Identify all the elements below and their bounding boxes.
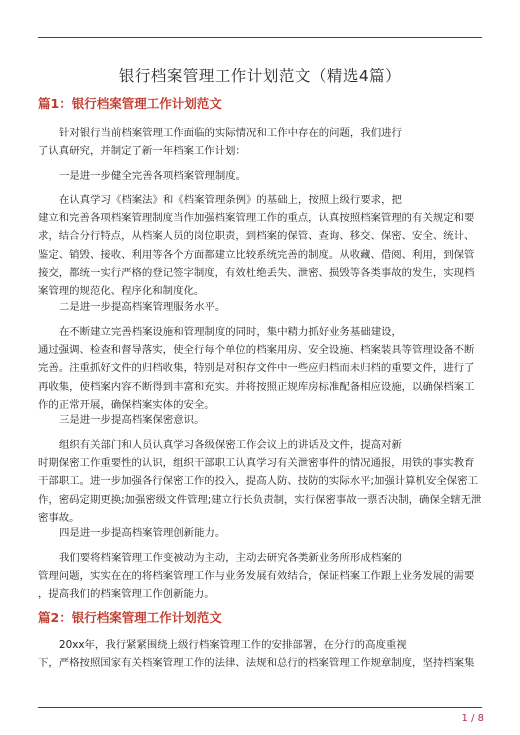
paragraph (38, 298, 478, 316)
text-line: 三是进一步提高档案保密意识。 (59, 414, 205, 426)
text-line: 求，结合分行特点，从档案人员的岗位职责，到档案的保管、查询、移交、保密、安全、统计、 (38, 230, 475, 243)
footer-rule (38, 707, 482, 708)
section-1-heading: 篇1：银行档案管理工作计划范文 (38, 96, 222, 111)
text-line: 完善。注重抓好文件的归档收集，特别是对积存文件中一些应归档而未归档的重要文件，进行了 (38, 362, 475, 375)
paragraph (38, 524, 478, 542)
header-rule (38, 37, 482, 38)
text-line: 我们要将档案管理工作变被动为主动，主动去研究各类新业务所形成档案的 (59, 552, 402, 564)
text-line: 再收集，使档案内容不断得到丰富和充实。并将按照正规库房标准配备相应设施，以确保档案工 (38, 380, 475, 393)
document-title: 银行档案管理工作计划范文（精选4篇） (118, 67, 402, 85)
text-line: ，提高我们的档案管理工作创新能力。 (38, 588, 215, 601)
paragraph (38, 323, 478, 414)
text-line: 二是进一步提高档案管理服务水平。 (59, 301, 226, 313)
text-line: 鉴定、销毁、接收、利用等各个方面都建立比较系统完善的制度。从收藏、借阅、利用，到保管 (38, 248, 475, 261)
paragraph (38, 549, 478, 604)
page-indicator: 1 / 8 (461, 713, 484, 724)
text-line: 密事故。 (38, 511, 80, 524)
text-line: 下，严格按照国家有关档案管理工作的法律、法规和总行的档案管理工作规章制度，坚持档案集 (38, 657, 475, 670)
text-line: 在认真学习《档案法》和《档案管理条例》的基础上，按照上级行要求，把 (59, 194, 402, 206)
text-line: 作，密码定期更换;加强密级文件管理;建立行长负责制，实行保密事故一票否决制，确保全辖无泄 (38, 493, 482, 506)
text-line: 时期保密工作重要性的认识，组织干部职工认真学习有关泄密事件的情况通报，用铁的事实教育 (38, 457, 475, 470)
paragraph (38, 124, 478, 160)
paragraph (38, 636, 478, 672)
text-line: 干部职工。进一步加强各行保密工作的投入，提高人防、技防的实际水平;加强计算机安全保密工 (38, 475, 478, 488)
text-line: 建立和完善各项档案管理制度当作加强档案管理工作的重点，认真按照档案管理的有关规定和要 (38, 212, 475, 225)
paragraph (38, 167, 478, 185)
text-line: 在不断建立完善档案设施和管理制度的同时，集中精力抓好业务基础建设， (59, 326, 402, 338)
text-line: 组织有关部门和人员认真学习各级保密工作会议上的讲话及文件，提高对新 (59, 439, 402, 451)
paragraph (38, 191, 478, 300)
section-2-heading: 篇2：银行档案管理工作计划范文 (38, 610, 222, 625)
text-line: 作的正常开展，确保档案实体的安全。 (38, 398, 215, 411)
text-line: 一是进一步健全完善各项档案管理制度。 (59, 170, 247, 182)
text-line: 四是进一步提高档案管理创新能力。 (59, 527, 226, 539)
text-line: 了认真研究，并制定了新一年档案工作计划： (38, 145, 246, 158)
text-line: 针对银行当前档案管理工作面临的实际情况和工作中存在的问题，我们进行 (59, 127, 402, 139)
text-line: 案管理的规范化、程序化和制度化。 (38, 285, 205, 298)
text-line: 20xx年，我行紧紧围绕上级行档案管理工作的安排部署，在分行的高度重视 (59, 639, 407, 651)
text-line: 管理问题，实实在在的将档案管理工作与业务发展有效结合，保证档案工作跟上业务发展的需要 (38, 570, 475, 583)
paragraph (38, 436, 482, 527)
paragraph (38, 411, 478, 429)
text-line: 接交，都统一实行严格的登记签字制度，有效杜绝丢失、泄密、损毁等各类事故的发生，实现档 (38, 266, 475, 279)
text-line: 通过强调、检查和督导落实，使全行每个单位的档案用房、安全设施、档案装具等管理设备不断 (38, 344, 475, 357)
